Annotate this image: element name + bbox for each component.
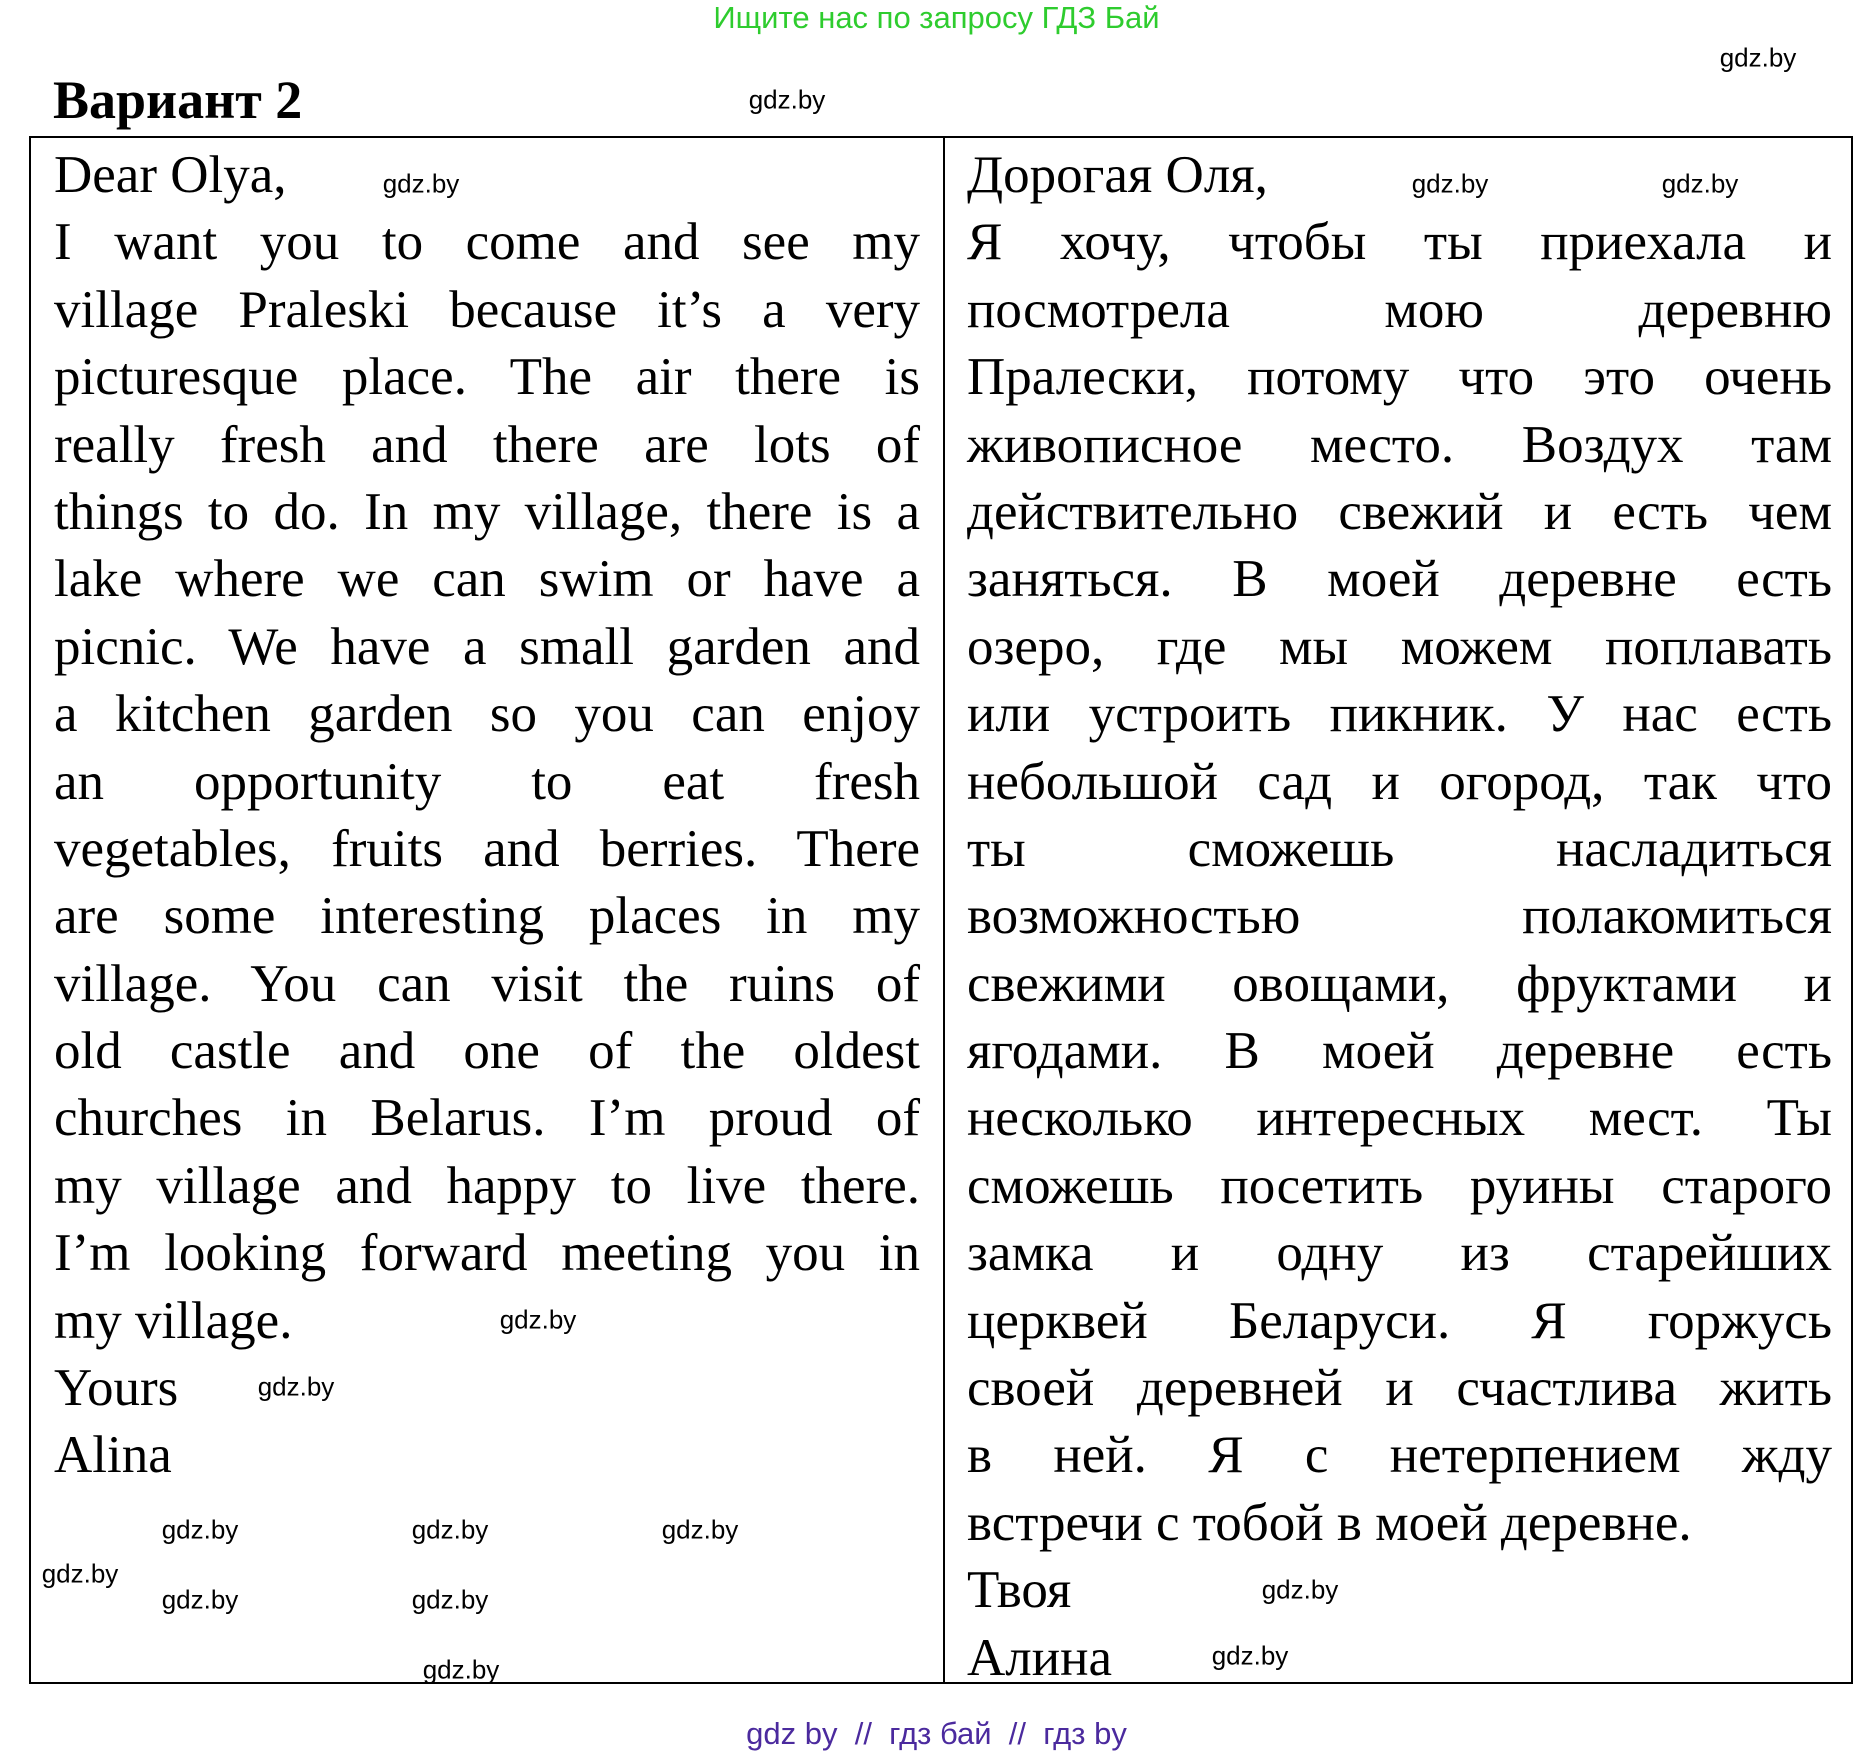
text-line: old castle and one of the oldest xyxy=(54,1022,920,1081)
watermark: gdz.by xyxy=(257,1371,335,1402)
text-line: Твоя xyxy=(967,1561,1072,1620)
watermark: gdz.by xyxy=(1211,1640,1289,1671)
text-line: Дорогая Оля, xyxy=(967,146,1268,204)
text-line: в ней. Я с нетерпением жду xyxy=(967,1426,1832,1485)
watermark: gdz.by xyxy=(422,1654,500,1685)
watermark: gdz.by xyxy=(499,1304,577,1335)
text-line: небольшой сад и огород, так что xyxy=(967,752,1832,811)
text-line: встречи с тобой в моей деревне. xyxy=(967,1493,1692,1552)
text-line: свежими овощами, фруктами и xyxy=(967,954,1832,1013)
text-line: посмотрела мою деревню xyxy=(967,280,1832,339)
text-line: Alina xyxy=(54,1426,172,1485)
watermark: gdz.by xyxy=(661,1514,739,1545)
text-line: my village. xyxy=(54,1291,293,1350)
text-line: Пралески, потому что это очень xyxy=(967,348,1832,407)
text-line: Алина xyxy=(967,1628,1112,1687)
page-title: Вариант 2 xyxy=(53,70,303,130)
russian-translation-column xyxy=(967,142,1832,1692)
watermark: gdz.by xyxy=(748,84,826,115)
text-line: a kitchen garden so you can enjoy xyxy=(54,685,920,744)
watermark: gdz.by xyxy=(41,1558,119,1589)
text-line: своей деревней и счастлива жить xyxy=(967,1359,1832,1418)
english-letter-column xyxy=(54,142,920,1490)
column-divider xyxy=(943,138,945,1682)
watermark: gdz.by xyxy=(411,1514,489,1545)
text-line: an opportunity to eat fresh xyxy=(54,752,920,811)
text-line: village Praleski because it’s a very xyxy=(54,280,920,339)
text-line: ты сможешь насладиться xyxy=(967,819,1832,878)
watermark: gdz.by xyxy=(1661,168,1739,199)
text-line: живописное место. Воздух там xyxy=(967,415,1832,474)
text-line: или устроить пикник. У нас есть xyxy=(967,685,1832,744)
text-line: I want you to come and see my xyxy=(54,213,920,272)
watermark: gdz.by xyxy=(411,1584,489,1615)
text-line: my village and happy to live there. xyxy=(54,1156,920,1215)
text-line: things to do. In my village, there is a xyxy=(54,482,920,541)
text-line: really fresh and there are lots of xyxy=(54,415,920,474)
letter-table xyxy=(29,136,1853,1687)
text-line: замка и одну из старейших xyxy=(967,1224,1832,1283)
text-line: I’m looking forward meeting you in xyxy=(54,1224,920,1283)
watermark: gdz.by xyxy=(382,168,460,199)
text-line: churches in Belarus. I’m proud of xyxy=(54,1089,920,1148)
text-line: несколько интересных мест. Ты xyxy=(967,1089,1832,1148)
text-line: village. You can visit the ruins of xyxy=(54,954,920,1013)
text-line: lake where we can swim or have a xyxy=(54,550,920,609)
search-hint-banner: Ищите нас по запросу ГДЗ Бай xyxy=(713,0,1160,35)
text-line: picturesque place. The air there is xyxy=(54,348,920,407)
text-line: Yours xyxy=(54,1359,179,1418)
text-line: Dear Olya, xyxy=(54,146,287,204)
watermark: gdz.by xyxy=(1411,168,1489,199)
text-line: заняться. В моей деревне есть xyxy=(967,550,1832,609)
watermark: gdz.by xyxy=(161,1514,239,1545)
text-line: церквей Беларуси. Я горжусь xyxy=(967,1291,1832,1350)
text-line: vegetables, fruits and berries. There xyxy=(54,819,920,878)
text-line: действительно свежий и есть чем xyxy=(967,482,1832,541)
watermark: gdz.by xyxy=(161,1584,239,1615)
text-line: возможностью полакомиться xyxy=(967,887,1832,946)
watermark: gdz.by xyxy=(1719,42,1797,73)
text-line: озеро, где мы можем поплавать xyxy=(967,617,1832,676)
text-line: ягодами. В моей деревне есть xyxy=(967,1022,1832,1081)
text-line: Я хочу, чтобы ты приехала и xyxy=(967,213,1832,272)
footer-links: gdz by // гдз бай // гдз by xyxy=(746,1716,1127,1751)
text-line: сможешь посетить руины старого xyxy=(967,1156,1832,1215)
text-line: are some interesting places in my xyxy=(54,887,920,946)
watermark: gdz.by xyxy=(1261,1574,1339,1605)
text-line: picnic. We have a small garden and xyxy=(54,617,920,676)
